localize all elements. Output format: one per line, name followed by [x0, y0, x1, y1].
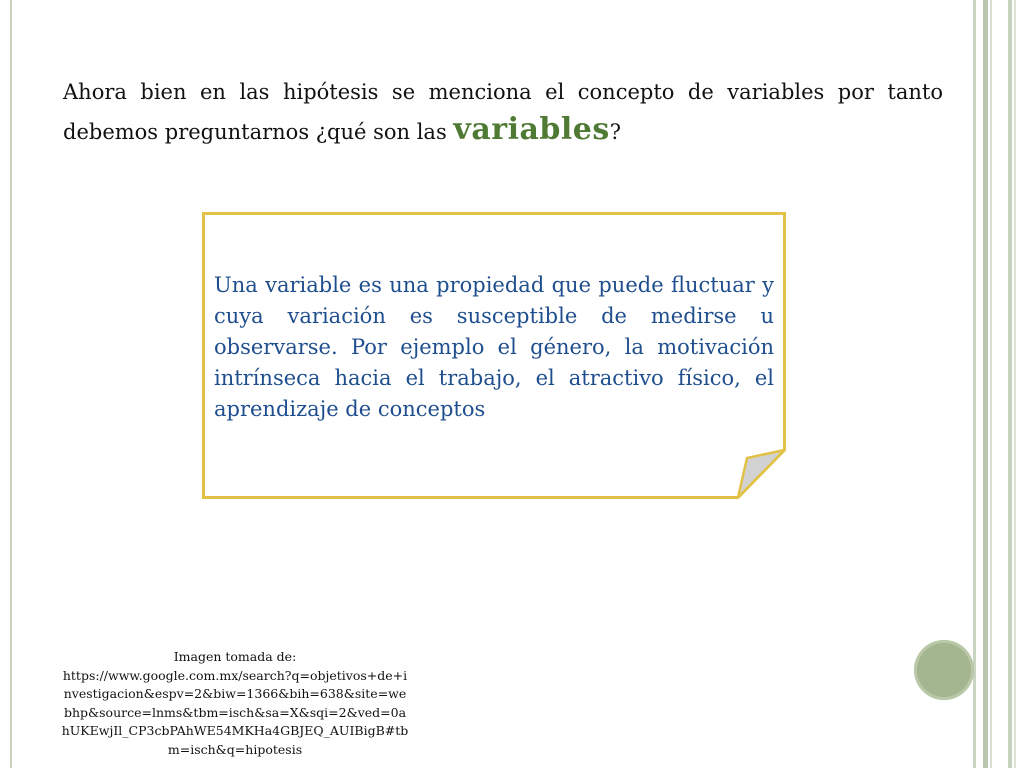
credit-label: Imagen tomada de: — [173, 649, 297, 664]
left-decorative-line — [10, 0, 12, 768]
credit-url: https://www.google.com.mx/search?q=objetivos+de+investigacion&espv=2&biw=1366&bih=638&site=webhp&source=lnms&tbm=isch&sa=X&sqi=2&ved=0ahUKEwjIl_CP3cbPAhWE54MKHa4GBJEQ_AUIBigB#tbm=isch&q=hipotesis — [61, 667, 409, 757]
right-decorative-line — [973, 0, 976, 768]
image-credit — [60, 648, 410, 759]
definition-text: Una variable es una propiedad que puede fluctuar y cuya variación es susceptible de medirse u observarse. Por ejemplo el género, la motivación intrínseca hacia el trabajo, el atractivo físico, el aprendizaje de conceptos — [214, 273, 774, 421]
heading-keyword: variables — [453, 112, 610, 147]
right-decorative-line — [990, 0, 992, 768]
right-decorative-line — [1014, 0, 1016, 768]
decorative-circle — [914, 640, 974, 700]
slide-heading — [63, 74, 943, 151]
definition-note — [202, 212, 786, 499]
right-decorative-line — [1008, 0, 1012, 768]
right-decorative-line — [983, 0, 988, 768]
heading-question-mark: ? — [609, 120, 622, 144]
heading-text: Ahora bien en las hipótesis se menciona el concepto de variables por tanto debemos preguntarnos ¿qué son las — [63, 80, 943, 144]
